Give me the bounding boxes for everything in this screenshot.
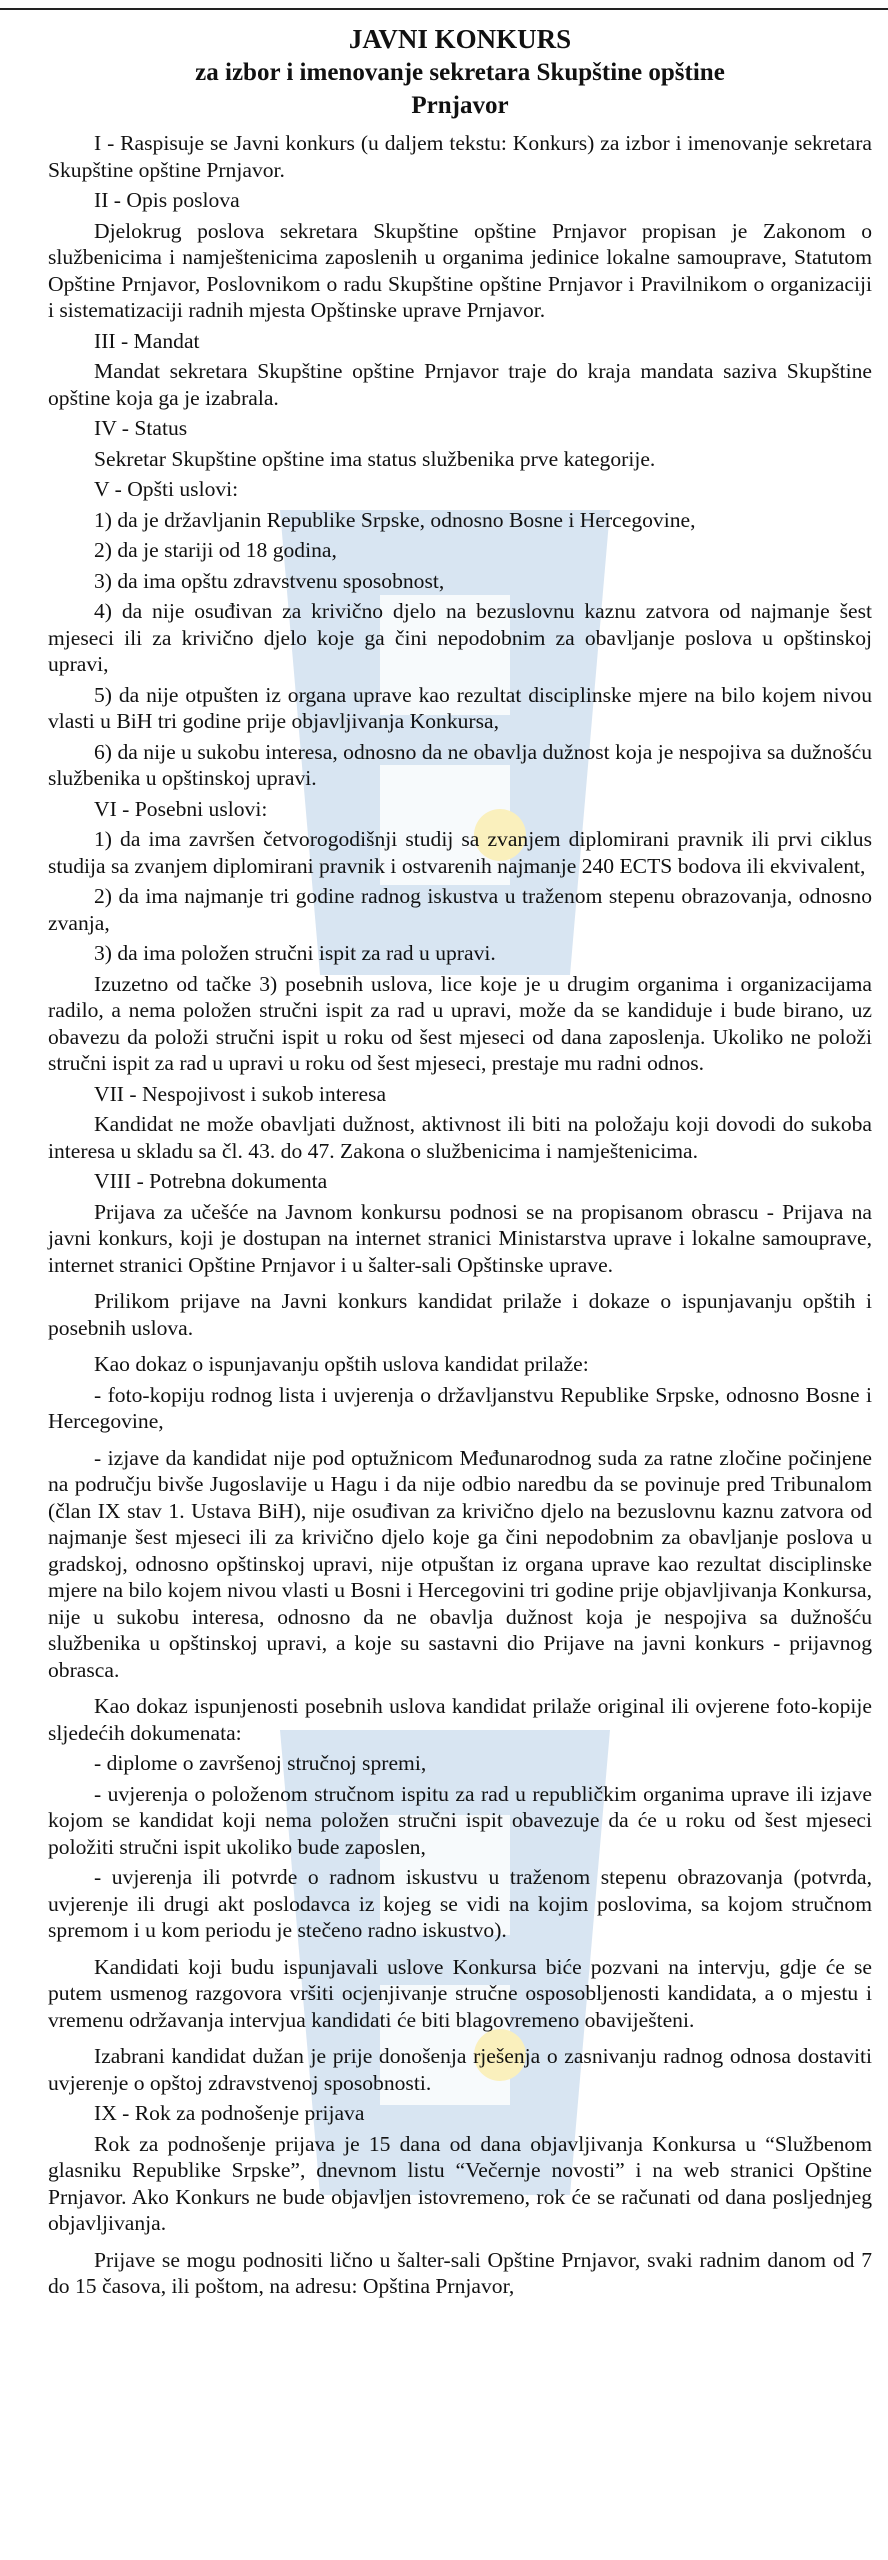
- paragraph: Izabrani kandidat dužan je prije donošenja rješenja o zasnivanju radnog odnosa dostaviti uvjerenje o opštoj zdravstvenoj sposobnosti.: [48, 2044, 872, 2095]
- subtitle-line: za izbor i imenovanje sekretara Skupštine opštine: [195, 59, 725, 86]
- paragraph: 4) da nije osuđivan za krivično djelo na bezuslovnu kaznu zatvora od najmanje šest mjeseci ili za krivično djelo koje ga čini nepodobnim za obavljanje poslova u opštinskoj upravi,: [48, 599, 872, 676]
- top-rule: [0, 8, 888, 10]
- section-heading: VIII - Potrebna dokumenta: [94, 1169, 328, 1193]
- paragraph: 1) da ima završen četvorogodišnji studij sa zvanjem diplomirani pravnik ili prvi ciklus studija sa zvanjem diplomirani pravnik i ostvarenih najmanje 240 ECTS bodova ili ekvivalent,: [48, 827, 872, 878]
- section-heading: IX - Rok za podnošenje prijava: [94, 2101, 365, 2125]
- paragraph: - foto-kopiju rodnog lista i uvjerenja o državljanstvu Republike Srpske, odnosno Bosne i Hercegovine,: [48, 1382, 872, 1433]
- paragraph: 1) da je državljanin Republike Srpske, odnosno Bosne i Hercegovine,: [94, 507, 696, 532]
- paragraph: Djelokrug poslova sekretara Skupštine opštine Prnjavor propisan je Zakonom o službenicima i namještenicima zaposlenih u organima jedinice lokalne samouprave, Statutom Opštine Prnjavor, Poslovnikom o radu Skupštine opštine Prnjavor i Pravilnikom o organizaciji i sistematizaciji radnih mjesta Opštinske uprave Prnjavor.: [48, 218, 872, 322]
- paragraph: 5) da nije otpušten iz organa uprave kao rezultat disciplinske mjere na bilo kojem nivou vlasti u BiH tri godine prije objavljivanja Konkursa,: [48, 682, 872, 733]
- section-heading: V - Opšti uslovi:: [94, 477, 239, 501]
- paragraph: 3) da ima opštu zdravstvenu sposobnost,: [94, 568, 445, 593]
- paragraph: - diplome o završenoj stručnoj spremi,: [94, 1751, 427, 1775]
- paragraph: Mandat sekretara Skupštine opštine Prnjavor traje do kraja mandata saziva Skupštine opštine koja ga je izabrala.: [48, 359, 872, 410]
- paragraph: Kandidati koji budu ispunjavali uslove Konkursa biće pozvani na intervju, gdje će se putem usmenog razgovora vršiti ocjenjivanje stručne osposobljenosti kandidata, a o mjestu i vremenu održavanja intervjua kandidati će biti blagovremeno obaviješteni.: [48, 1954, 872, 2032]
- paragraph: 2) da ima najmanje tri godine radnog iskustva u traženom stepenu obrazovanja, odnosno zvanja,: [48, 884, 872, 935]
- paragraph: Prijava za učešće na Javnom konkursu podnosi se na propisanom obrascu - Prijava na javni konkurs, koji je dostupan na internet stranici Ministarstva uprave i lokalne samouprave, internet stranici Opštine Prnjavor i u šalter-sali Opštinske uprave.: [48, 1199, 872, 1277]
- paragraph: Kao dokaz o ispunjavanju opštih uslova kandidat prilaže:: [94, 1352, 589, 1376]
- paragraph: Prilikom prijave na Javni konkurs kandidat prilaže i dokaze o ispunjavanju opštih i posebnih uslova.: [48, 1289, 872, 1340]
- document-body: [48, 130, 872, 2300]
- paragraph: - uvjerenja ili potvrde o radnom iskustvu u traženom stepenu obrazovanja (potvrda, uvjerenje ili drugi akt poslodavca iz kojeg se vidi na kojim poslovima, sa kojom stručnom spremom i u kom periodu je stečeno radno iskustvo).: [48, 1865, 872, 1942]
- document: [48, 18, 872, 2304]
- section-heading: VI - Posebni uslovi:: [94, 796, 268, 821]
- paragraph: 3) da ima položen stručni ispit za rad u upravi.: [94, 941, 496, 965]
- section-heading: III - Mandat: [94, 328, 200, 353]
- paragraph: - izjave da kandidat nije pod optužnicom Međunarodnog suda za ratne zločine počinjene na području bivše Jugoslavije u Hagu i da nije odbio naredbu da se povinuje pred Tribunalom (član IX stav 1. Ustava BiH), nije osuđivan za krivično djelo na bezuslovnu kaznu zatvora od najmanje šest mjeseci ili za krivično djelo koje ga čini nepodobnim za obavljanje poslova u gradskoj, odnosno opštinskoj upravi, nije otpuštan iz organa uprave kao rezultat disciplinske mjere na bilo kojem nivou vlasti u Bosni i Hercegovini tri godine prije objavljivanja Konkursa, nije u sukobu interesa, odnosno da ne obavlja dužnost koja je nespojiva sa dužnošću službenika u opštinskoj upravi, a koje su sastavni dio Prijave na javni konkurs - prijavnog obrasca.: [48, 1445, 872, 1682]
- paragraph: I - Raspisuje se Javni konkurs (u daljem tekstu: Konkurs) za izbor i imenovanje sekretara Skupštine opštine Prnjavor.: [48, 131, 872, 182]
- section-heading: IV - Status: [94, 416, 188, 440]
- document-title: JAVNI KONKURS: [348, 24, 572, 54]
- paragraph: - uvjerenja o položenom stručnom ispitu za rad u republičkim organima uprave ili izjave kojom se kandidat koji nema položen stručni ispit obavezuje da će u roku od šest mjeseci položiti stručni ispit ukoliko bude zaposlen,: [48, 1781, 872, 1859]
- paragraph: Kandidat ne može obavljati dužnost, aktivnost ili biti na položaju koji dovodi do sukoba interesa u skladu sa čl. 43. do 47. Zakona o službenicima i namještenicima.: [48, 1112, 872, 1163]
- paragraph: Prijave se mogu podnositi lično u šalter-sali Opštine Prnjavor, svaki radnim danom od 7 do 15 časova, ili poštom, na adresu: Opština Prnjavor,: [48, 2247, 872, 2298]
- paragraph: Rok za podnošenje prijava je 15 dana od dana objavljivanja Konkursa u “Službenom glasniku Republike Srpske”, dnevnom listu “Večernje novosti” i na web stranici Opštine Prnjavor. Ako Konkurs ne bude objavljen istovremeno, rok će se računati od dana posljednjeg objavljivanja.: [48, 2131, 872, 2235]
- paragraph: 2) da je stariji od 18 godina,: [94, 538, 337, 562]
- section-heading: VII - Nespojivost i sukob interesa: [94, 1081, 387, 1106]
- paragraph: 6) da nije u sukobu interesa, odnosno da ne obavlja dužnost koja je nespojiva sa dužnošću službenika u opštinskoj upravi.: [48, 739, 872, 790]
- paragraph: Sekretar Skupštine opštine ima status službenika prve kategorije.: [94, 446, 656, 471]
- paragraph: Kao dokaz ispunjenosti posebnih uslova kandidat prilaže original ili ovjerene foto-kopije sljedećih dokumenata:: [48, 1694, 872, 1745]
- paragraph: Izuzetno od tačke 3) posebnih uslova, lice koje je u drugim organima i organizacijama radilo, a nema položen stručni ispit za rad u upravi, može da se kandiduje i bude birano, uz obavezu da položi stručni ispit u roku od šest mjeseci od dana zaposlenja. Ukoliko ne položi stručni ispit za rad u upravi u roku od šest mjeseci, prestaje mu radni odnos.: [48, 971, 872, 1075]
- subtitle-line: Prnjavor: [411, 92, 509, 119]
- document-subtitle: [48, 56, 872, 122]
- section-heading: II - Opis poslova: [94, 188, 240, 212]
